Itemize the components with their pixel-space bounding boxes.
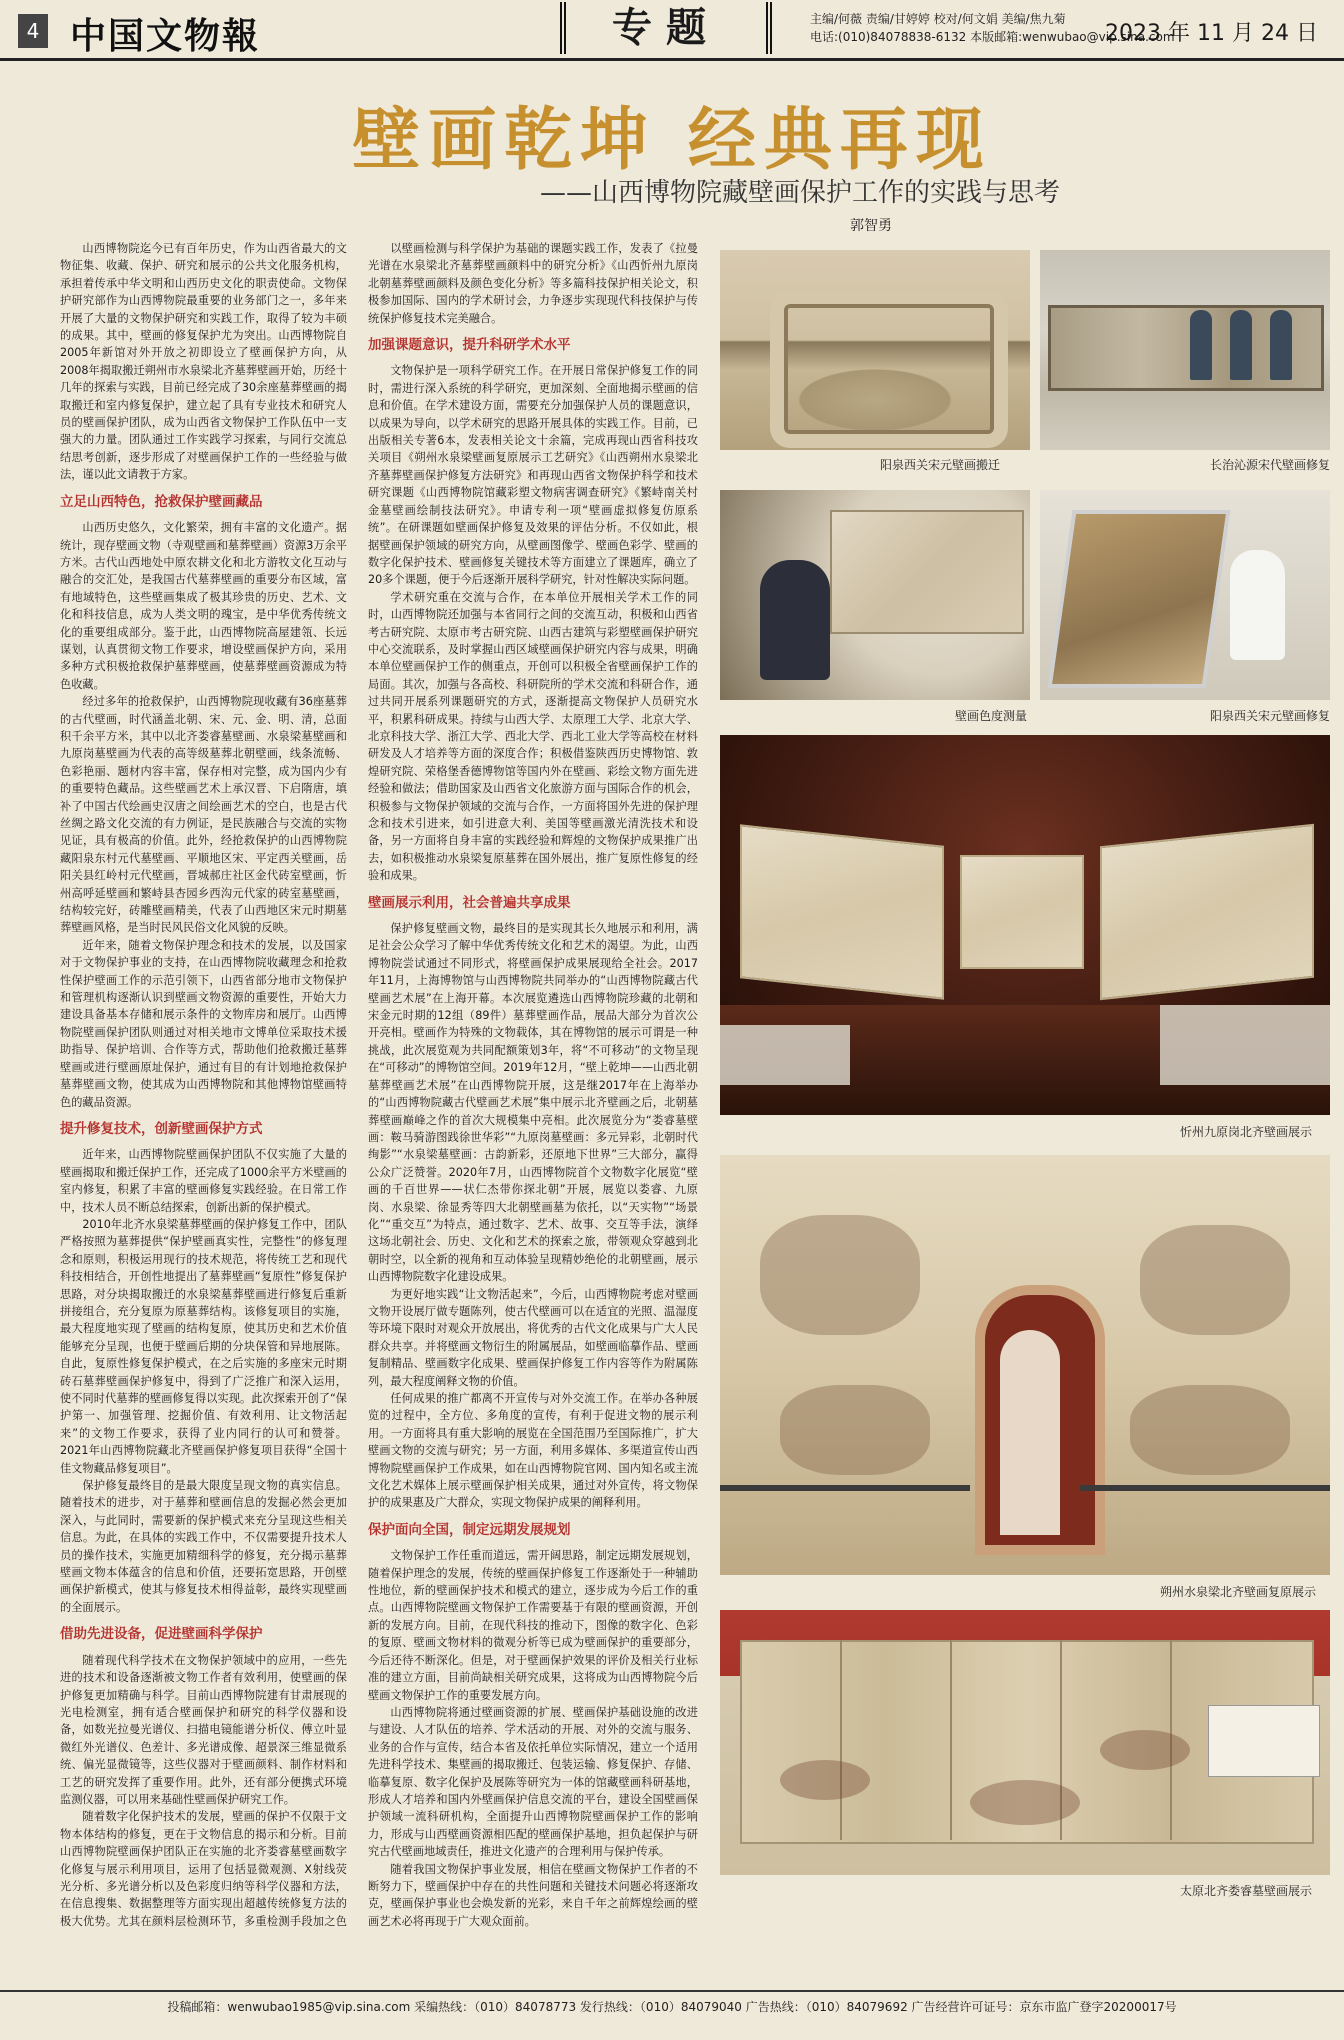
mural-panel — [830, 510, 1024, 634]
section-heading: 提升修复技术，创新壁画保护方式 — [60, 1120, 263, 1137]
paragraph: 文物保护是一项科学研究工作。在开展日常保护修复工作的同时，需进行深入系统的科学研究，更加深刻、全面地揭示壁画的信息和价值。在学术建设方面，需要充分加强保护人员的课题意识，以成果为导向，以学术研究的思路开展具体的实践工作。目前，已出版相关专著6本，发表相关论文十余篇，完成再现山西省科技攻关项目《朔州水泉梁壁画复原展示工艺研究》《山西朔州水泉梁北齐墓葬壁画保护修复方法研究》和再现山西省文物保护科学和技术研究课题《山西博物院馆藏彩塑文物病害调查研究》《繁峙南关村金墓壁画绘制技法研究》。申请专利一项“壁画虚拟修复仿原系统”。在研课题如壁画保护修复及效果的评估分析。不仅如此，根据壁画保护领域的研究方向，从壁画图像学、壁画色彩学、壁画的数字化保护技术、壁画修复关键技术等方面建立了课题库，确立了20多个课题，便于今后逐渐开展科学研究，针对性解决实际问题。 — [368, 364, 698, 587]
paragraph: 任何成果的推广都离不开宣传与对外交流工作。在举办各种展览的过程中，全方位、多角度的宣传，有利于促进文物的展示利用。一方面将具有重大影响的展览在全国范围乃至国际推广，扩大壁画文物的交流与研究；另一方面，利用多媒体、多渠道宣传山西博物院壁画保护工作成果，如在山西博物院官网、国内知名或主流文化艺术媒体上展示壁画保护相关成果，通过对外宣传，将文物保护的成果惠及广大群众，实现文物保护成果的阐释利用。 — [368, 1392, 698, 1510]
section-heading: 加强课题意识，提升科研学术水平 — [368, 337, 571, 354]
paragraph: 山西博物院将通过壁画资源的扩展、壁画保护基础设施的改进与建设、人才队伍的培养、学术活动的开展、对外的交流与服务、业务的合作与宣传，结合本省及依托单位实际情况，建立一个适用先进科学技术、集壁画的揭取搬迁、包装运输、修复保护、存储、临摹复原、数字化保护及展陈等研究为一体的馆藏壁画科研基地，形成人才培养和国内外壁画保护信息交流的平台，建设全国壁画保护领域一流科研机构，全面提升山西博物院壁画保护工作的影响力，形成与山西壁画资源相匹配的壁画保护基地，担负起保护与研究古代壁画地域责任，推进文化遗产的合理利用与保护传承。 — [368, 1705, 698, 1859]
display-case — [1160, 1005, 1330, 1085]
railing — [1080, 1485, 1330, 1491]
photo-caption: 长治沁源宋代壁画修复 — [1210, 458, 1331, 472]
worker-figure — [1230, 310, 1252, 380]
horse-figure — [780, 1760, 870, 1800]
railing — [720, 1485, 970, 1491]
section-box — [560, 2, 772, 54]
credits-line-2: 电话:(010)84078838-6132 本版邮箱:wenwubao@vip.sina.com — [810, 30, 1175, 44]
page-number: 4 — [18, 14, 48, 48]
exhibit-label-board — [1208, 1705, 1320, 1777]
footer-contact-line: 投稿邮箱：wenwubao1985@vip.sina.com 采编热线：（010）84078773 发行热线：（010）84079040 广告热线：（010）84079692 广告经营许可证号：京东市监广登字20200017号 — [0, 1990, 1344, 2020]
mural-figure-group — [780, 1385, 930, 1475]
paragraph: 为更好地实践“让文物活起来”，今后，山西博物院考虑对壁画文物开设展厅做专题陈列，使古代壁画可以在适宜的光照、温湿度等环境下限时对观众开放展出，将优秀的古代文化成果与广大人民群众共享。并将壁画文物衍生的附属展品，如壁画临摹作品、壁画复制精品、壁画数字化成果、壁画保护修复工作内容等作为附属陈列，最大程度阐释文物的价值。 — [368, 1287, 698, 1388]
paragraph: 随着我国文物保护事业发展，相信在壁画文物保护工作者的不断努力下，壁画保护中存在的共性问题和关键技术问题必将逐渐攻克，壁画保护事业也会焕发新的光彩，来自千年之前辉煌绘画的壁画艺术必将再现于广大观众面前。 — [368, 1862, 698, 1928]
photo-exhibition-hall — [720, 735, 1330, 1115]
section-heading: 立足山西特色，抢救保护壁画藏品 — [60, 493, 263, 510]
paragraph: 保护修复最终目的是最大限度呈现文物的真实信息。随着技术的进步，对于墓葬和壁画信息的发掘必然会更加深入，与此同时，需要新的保护模式来充分呈现这些相关信息。为此，在具体的实践工作中，不仅需要提升技术人员的操作技术，实施更加精细科学的修复，充分揭示墓葬壁画文物本体蕴含的信息和价值，还要拓宽思路，开创壁画保护新模式，使其与修复技术相得益彰，最终实现壁画的全面展示。 — [60, 1479, 347, 1614]
paragraph: 随着现代科学技术在文物保护领域中的应用，一些先进的技术和设备逐渐被文物工作者有效利用，使壁画的保护修复更加精确与科学。目前山西博物院建有甘肃展现的光电检测室，拥有适合壁画保护和研究的科学仪器和设备，如数光拉曼光谱仪、扫描电镜能谱分析仪、傅立叶显微红外光谱仪、色差计、多光谱成像、超景深三维显微系统、偏光显微镜等，这些仪器对于壁画颜料、制作材料和工艺的研究发挥了重要作用。此外，还有部分便携式环境监测仪器，可以用来基础性壁画保护研究工作。 — [60, 1653, 347, 1806]
mural-figure-group — [760, 1215, 920, 1335]
paragraph: 保护修复壁画文物，最终目的是实现其长久地展示和利用，满足社会公众学习了解中华优秀传统文化和艺术的渴望。为此，山西博物院尝试通过不同形式，将壁画保护成果展现给全社会。2017年11月，上海博物馆与山西博物院共同举办的“山西博物院藏古代壁画艺术展”在上海开幕。本次展览遴选山西博物院珍藏的北朝和宋金元时期的12组（89件）墓葬壁画作品，展品大部分为首次公开亮相。壁画作为特殊的文物载体，其在博物馆的展示可谓是一种挑战，此次展览观为共同配额策划3年，将“不可移动”的文物呈现在“可移动”的博物馆空间。2019年12月，“壁上乾坤——山西北朝墓葬壁画艺术展”在山西博物院开展，这是继2017年在上海举办的“山西博物院藏古代壁画艺术展”集中展示北齐壁画之后，北朝墓葬壁画巅峰之作的首次大规模集中亮相。此次展览分为“娄睿墓壁画：鞍马骑游图践徐世华彩”“九原岗墓壁画：多元异彩，北朝时代绚影”“水泉梁墓壁画：古韵新彩，还原地下世界”三大部分，赢得公众广泛赞誉。2020年7月，山西博物院首个文物数字化展览“壁画的千百世界——状仁杰带你探北朝”开展，展览以娄睿、九原岗、水泉梁、徐显秀等四大北朝壁画墓为依托，以“天实物”“场景化”“重交互”为特点，通过数字、艺术、故事、交互等手法，演绎这场北朝社会、历史、文化和艺术的探索之旅，带领观众穿越到北朝时空，以全新的视角和互动体验呈现精妙绝伦的北朝壁画，展示山西博物院数字化建设成果。 — [368, 922, 698, 1284]
conservator-figure — [1230, 550, 1285, 660]
section-heading: 保护面向全国，制定远期发展规划 — [368, 1521, 571, 1538]
photo-tomb-mural-display — [720, 1610, 1330, 1875]
photo-caption: 朔州水泉梁北齐壁画复原展示 — [1160, 1585, 1317, 1599]
mural-figure-group — [1140, 1225, 1290, 1335]
credits-line-1: 主编/何薇 责编/甘婷婷 校对/何文娟 美编/焦九菊 — [810, 12, 1066, 26]
horse-figure — [970, 1780, 1080, 1825]
paragraph: 随着数字化保护技术的发展，壁画的保护不仅限于文物本体结构的修复，更在于文物信息的揭示和分析。目前山西博物院壁画保护团队正在实施的北齐娄睿墓壁画数字化修复与展示利用项目，运用了包括显微观测、X射线荧光分析、多光谱分析以及色彩度归纳等科学仪器和方法，在信息搜集、数据整理等方面实现出超越传统修复方法的极大优势。尤其在颜料层检测环节，多重检测手段加之色 — [60, 1810, 347, 1928]
masthead — [0, 0, 1344, 61]
paragraph: 经过多年的抢救保护，山西博物院现收藏有36座墓葬的古代壁画，时代涵盖北朝、宋、元、金、明、清，总面积千余平方米，其中以北齐娄睿墓壁画、水泉梁墓壁画和九原岗墓壁画为代表的高等级墓葬北朝壁画，线条流畅、色彩艳丽、题材内容丰富，保存相对完整，成为国内少有的重要特色藏品。这些壁画艺术上承汉晋、下启隋唐，填补了中国古代绘画史汉唐之间绘画艺术的空白，也是古代丝绸之路文化交流的有力例证，是民族融合与交流的实物见证，具有极高的价值。此外，经抢救保护的山西博物院藏阳泉东村元代墓壁画、平顺地区宋、平定西关壁画，岳阳关县红岭村元代壁画，晋城郝庄社区金代砖室壁画，忻州高呼延壁画和繁峙县杏园乡西沟元代家的砖室墓壁画，结构较完好，砖雕壁画精美，代表了山西地区宋元时期墓葬壁画风格，是当时民风民俗文化风貌的反映。 — [60, 695, 347, 935]
text-column-2 — [368, 240, 698, 1930]
paragraph: 2010年北齐水泉梁墓葬壁画的保护修复工作中，团队严格按照为墓葬提供“保护壁画真实性，完整性”的修复理念和原则，积极运用现行的技术规范，将传统工艺和现代科技相结合，开创性地提出了墓葬壁画“复原性”修复保护思路，对分块揭取搬迁的水泉梁墓葬壁画进行修复后重新拼接组合，充分复原为原墓葬结构。该修复项目的实施，最大程度地实现了壁画的结构复原，使其历史和艺术价值能够充分呈现，也便于壁画后期的分块保管和异地展陈。自此，复原性修复保护模式，在之后实施的多座宋元时期砖石墓葬壁画保护修复中，得到了广泛推广和深入运用，使不同时代墓葬的壁画修复得以实现。此次探索开创了“保护第一、加强管理、挖掘价值、有效利用、让文物活起来”的文物工作要求，获得了业内同行的认可和赞誉。2021年山西博物院藏北齐壁画保护修复项目获得“全国十佳文物藏品修复项目”。 — [60, 1217, 347, 1475]
researcher-figure — [760, 560, 830, 680]
article-subtitle: ——山西博物院藏壁画保护工作的实践与思考 — [540, 178, 1061, 208]
paragraph: 山西历史悠久，文化繁荣，拥有丰富的文化遗产。据统计，现存壁画文物（寺观壁画和墓葬壁画）资源3万余平方米。古代山西地处中原农耕文化和北方游牧文化互动与融合的交汇处，是我国古代墓葬壁画的重要分布区域，富有地域特色，这些壁画集成了极其珍贵的历史、艺术、文化和科技信息，成为人类文明的瑰宝，是中华优秀传统文化的重要组成部分。鉴于此，山西博物院高屋建瓴、长远谋划，认真贯彻文物工作要求，增设壁画保护方向，采用多种方式积极抢救保护墓葬壁画，使墓葬壁画资源成为特色收藏。 — [60, 521, 347, 691]
mural-frame — [1047, 510, 1230, 688]
photo-mural-repair — [1040, 490, 1330, 700]
photo-caption: 忻州九原岗北齐壁画展示 — [1180, 1125, 1313, 1139]
paper-name-logo: 中国文物報 — [70, 15, 261, 57]
photo-tomb-reconstruction — [720, 1155, 1330, 1575]
panel-divider — [950, 1640, 952, 1840]
paragraph: 文物保护工作任重而道远，需开阔思路，制定远期发展规划，随着保护理念的发展，传统的壁画保护修复工作逐渐处于一种辅助性地位，新的壁画保护技术和模式的建立，逐步成为今后工作的重点。山西博物院壁画文物保护工作需要基于有限的壁画资源，开创新的发展方向。目前，在现代科技的推动下，图像的数字化、色彩的复原、壁画文物材料的微观分析等已成为壁画保护的重要部分，今后还待不断深化。但是，对于壁画保护效果的评价及相关行业标准的建立方面，目前尚缺相关研究成果，这将成为山西博物院今后壁画文物保护工作的重要发展方向。 — [368, 1549, 698, 1702]
paragraph: 以壁画检测与科学保护为基础的课题实践工作，发表了《拉曼光谱在水泉梁北齐墓葬壁画颜料中的研究分析》《山西忻州九原岗北朝墓葬壁画颜料及颜色变化分析》等多篇科技保护相关论文，积极参加国际、国内的学术研讨会，力争逐步实现现代科技保护与传统保护修复技术完美融合。 — [368, 242, 698, 325]
worker-figure — [1270, 310, 1292, 380]
paragraph: 近年来，山西博物院壁画保护团队不仅实施了大量的壁画揭取和搬迁保护工作，还完成了1000余平方米壁画的室内修复，积累了丰富的壁画修复实践经验。在日常工作中，技术人员不断总结探索，创新出新的保护模式。 — [60, 1148, 347, 1214]
article-author: 郭智勇 — [850, 218, 892, 234]
intro-paragraph: 山西博物院迄今已有百年历史，作为山西省最大的文物征集、收藏、保护、研究和展示的公共文化服务机构，承担着传承中华文明和山西历史文化的职责使命。文物保护研究部作为山西博物院最重要的业务部门之一，多年来开展了大量的文物保护研究和实践工作，取得了较为丰硕的成果。其中，壁画的修复保护尤为突出。山西博物院自2005年新馆对外开放之初即设立了壁画保护方向，从2008年揭取搬迁朔州市水泉梁北齐墓葬壁画开始，历经十几年的探索与实践，目前已经完成了30余座墓葬壁画的揭取搬迁和室内修复保护，建立起了具有专业技术和研究人员的壁画保护团队，成为山西省文物保护工作队伍中一支强大的力量。团队通过工作实践学习探索，与同行交流总结思考创新，逐步形成了对壁画保护工作的一些经验与做法，谨以此文请教于方家。 — [60, 242, 347, 482]
photo-mural-relocation — [720, 250, 1030, 450]
tomb-doorway-inner — [1000, 1330, 1060, 1535]
panel-divider — [840, 1640, 842, 1840]
mural-figure-group — [1130, 1385, 1290, 1475]
horse-figure — [1100, 1730, 1190, 1770]
section-heading: 壁画展示利用，社会普遍共享成果 — [368, 894, 571, 911]
section-title: 专题 — [612, 4, 720, 51]
photo-caption: 阳泉西关宋元壁画修复 — [1210, 709, 1331, 723]
photo-color-measurement — [720, 490, 1030, 700]
text-column-1 — [60, 240, 347, 1930]
photo-caption: 阳泉西关宋元壁画搬迁 — [880, 458, 1001, 472]
mural-exhibit — [740, 824, 944, 999]
mural-exhibit — [960, 855, 1084, 969]
octagonal-tomb-structure — [770, 290, 1008, 448]
publication-date: 2023 年 11 月 24 日 — [1105, 21, 1318, 46]
worker-figure — [1190, 310, 1212, 380]
section-heading: 借助先进设备，促进壁画科学保护 — [60, 1626, 263, 1643]
photo-mural-restoration-workers — [1040, 250, 1330, 450]
photo-caption: 壁画色度测量 — [955, 709, 1028, 723]
article-title: 壁画乾坤 经典再现 — [352, 100, 992, 180]
paragraph: 学术研究重在交流与合作，在本单位开展相关学术工作的同时，山西博物院还加强与本省同行之间的交流互动，积极和山西省考古研究院、太原市考古研究院、山西古建筑与彩塑壁画保护研究中心交流联系，及时掌握山西区域壁画保护研究内容与成果，明确本单位壁画保护工作的侧重点，开创可以积极全省壁画保护工作的局面。其次，加强与各高校、科研院所的学术交流和科研合作，通过共同开展系列课题研究的方式，逐渐提高文物保护人员研究水平，积累科研成果。持续与山西大学、太原理工大学、北京大学、北京科技大学、浙江大学、西北大学、西北工业大学等高校在材料研发及人才培养等方面的深度合作；积极借鉴陕西历史博物馆、敦煌研究院、荣格堡香德博物馆等国内外在壁画、彩绘文物方面先进经验和做法；借助国家及山西省文化旅游方面与国际合作的机会，积极参与文物保护领域的交流与合作，一方面将国外先进的保护理念和技术引进来，如引进意大利、美国等壁画激光清洗技术和设备，另一方面将自身丰富的实践经验和辉煌的文物保护成果推广出去，如积极推动水泉梁复原墓葬在国外展出，推广复原性修复的经验和成果。 — [368, 590, 698, 883]
photo-caption: 太原北齐娄睿墓壁画展示 — [1180, 1884, 1313, 1898]
display-case — [720, 1025, 850, 1085]
mural-exhibit — [1100, 824, 1314, 1000]
paragraph: 近年来，随着文物保护理念和技术的发展，以及国家对于文物保护事业的支持，在山西博物院收藏理念和抢救性保护壁画工作的示范引领下，山西省部分地市文物保护和管理机构逐渐认识到壁画文物资源的重要性，开始大力建设具备基本存储和展示条件的文物库房和展厅。山西博物院壁画保护团队则通过对相关地市文博单位采取技术援助指导、保护培训、合作等方式，帮助他们抢救搬迁墓葬壁画或进行壁画原址保护，通过有目的有计划地抢救保护墓葬壁画文物，使其成为山西博物院和其他博物馆壁画特色的藏品资源。 — [60, 938, 347, 1109]
